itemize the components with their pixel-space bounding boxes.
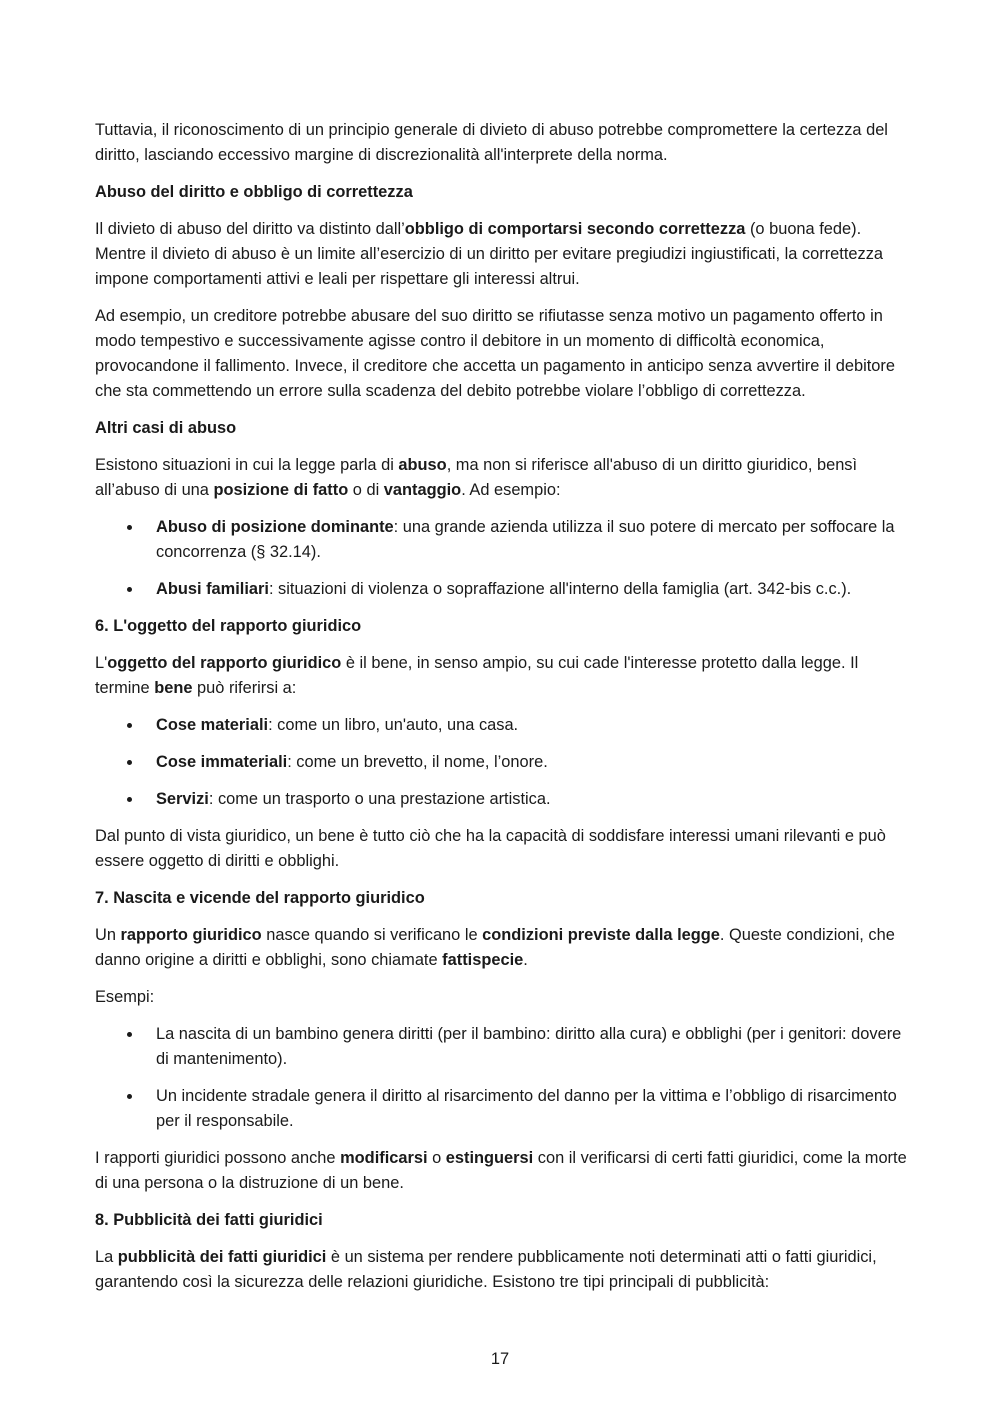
paragraph-pubblicita: La pubblicità dei fatti giuridici è un sistema per rendere pubblicamente noti determinati atti o fatti giuridici, garantendo così la sicurezza delle relazioni giuridiche. Esistono tre tipi principali di pubblicità: — [95, 1248, 877, 1291]
heading-pubblicita: 8. Pubblicità dei fatti giuridici — [95, 1211, 323, 1229]
bullet-icon — [127, 587, 132, 592]
list-item: Cose immateriali: come un brevetto, il nome, l’onore. — [95, 750, 907, 775]
bullet-icon — [127, 525, 132, 530]
list-item: Abuso di posizione dominante: una grande azienda utilizza il suo potere di mercato per soffocare la concorrenza (§ 32.14). — [95, 515, 907, 565]
paragraph-situazioni-abuso: Esistono situazioni in cui la legge parla di abuso, ma non si riferisce all'abuso di un diritto giuridico, bensì all’abuso di una posizione di fatto o di vantaggio. Ad esempio: — [95, 456, 858, 499]
bullet-icon — [127, 760, 132, 765]
document-page — [95, 118, 907, 1307]
esempi-list — [95, 1022, 907, 1134]
paragraph-oggetto-rapporto: L'oggetto del rapporto giuridico è il bene, in senso ampio, su cui cade l'interesse protetto dalla legge. Il termine bene può riferirsi a: — [95, 654, 859, 697]
bullet-icon — [127, 797, 132, 802]
paragraph-esempio-creditore: Ad esempio, un creditore potrebbe abusare del suo diritto se rifiutasse senza motivo un pagamento offerto in modo tempestivo e successivamente agisse contro il debitore in un momento di difficoltà economica, provocandone il fallimento. Invece, il creditore che accetta un pagamento in anticipo senza avvertire il debitore che sta commettendo un errore sulla scadenza del debito potrebbe violare l’obbligo di correttezza. — [95, 307, 895, 400]
paragraph-certezza-diritto: Tuttavia, il riconoscimento di un principio generale di divieto di abuso potrebbe compromettere la certezza del diritto, lasciando eccessivo margine di discrezionalità all'interprete della norma. — [95, 121, 888, 164]
list-item: Cose materiali: come un libro, un'auto, una casa. — [95, 713, 907, 738]
heading-oggetto-rapporto: 6. L'oggetto del rapporto giuridico — [95, 617, 362, 635]
paragraph-esempi-label: Esempi: — [95, 988, 155, 1006]
heading-abuso-correttezza: Abuso del diritto e obbligo di correttezza — [95, 183, 413, 201]
paragraph-fattispecie: Un rapporto giuridico nasce quando si verificano le condizioni previste dalla legge. Queste condizioni, che danno origine a diritti e obblighi, sono chiamate fattispecie. — [95, 926, 895, 969]
list-item: Abusi familiari: situazioni di violenza o sopraffazione all'interno della famiglia (art. 342-bis c.c.). — [95, 577, 907, 602]
list-item: La nascita di un bambino genera diritti (per il bambino: diritto alla cura) e obblighi (per i genitori: dovere di mantenimento). — [95, 1022, 907, 1072]
abuse-cases-list — [95, 515, 907, 602]
paragraph-obbligo-correttezza: Il divieto di abuso del diritto va distinto dall’obbligo di comportarsi secondo correttezza (o buona fede). Mentre il divieto di abuso è un limite all’esercizio di un diritto per evitare pregiudizi ingiustificati, la correttezza impone comportamenti attivi e leali per rispettare gli interessi altrui. — [95, 220, 884, 288]
page-number: 17 — [490, 1350, 510, 1368]
heading-altri-casi: Altri casi di abuso — [95, 419, 237, 437]
paragraph-definizione-bene: Dal punto di vista giuridico, un bene è tutto ciò che ha la capacità di soddisfare interessi umani rilevanti e può essere oggetto di diritti e obblighi. — [95, 827, 886, 870]
list-item: Un incidente stradale genera il diritto al risarcimento del danno per la vittima e l’obbligo di risarcimento per il responsabile. — [95, 1084, 907, 1134]
bullet-icon — [127, 723, 132, 728]
list-item: Servizi: come un trasporto o una prestazione artistica. — [95, 787, 907, 812]
bullet-icon — [127, 1094, 132, 1099]
heading-nascita-rapporto: 7. Nascita e vicende del rapporto giuridico — [95, 889, 425, 907]
bullet-icon — [127, 1032, 132, 1037]
beni-list — [95, 713, 907, 812]
paragraph-modifica-estinzione: I rapporti giuridici possono anche modificarsi o estinguersi con il verificarsi di certi fatti giuridici, come la morte di una persona o la distruzione di un bene. — [95, 1149, 907, 1192]
